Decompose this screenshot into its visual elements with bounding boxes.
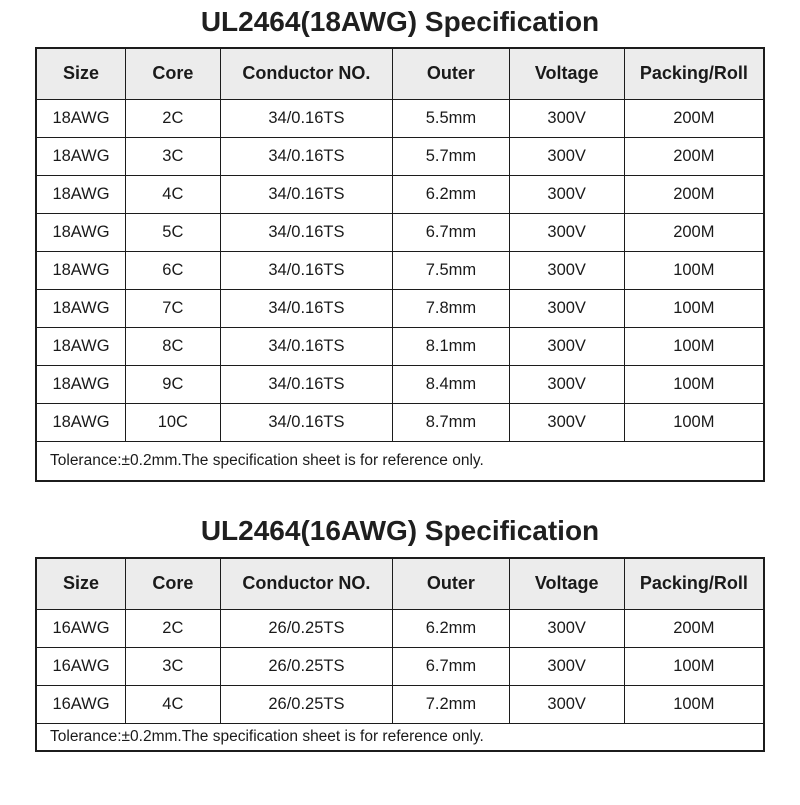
table-cell: 6.7mm (393, 647, 509, 685)
table-row (36, 403, 764, 441)
table-cell: 4C (126, 685, 221, 723)
table-row (36, 365, 764, 403)
table-row (36, 99, 764, 137)
table-cell: 18AWG (36, 99, 126, 137)
column-header: Outer (393, 48, 509, 99)
table-row (36, 251, 764, 289)
table-cell: 300V (509, 365, 624, 403)
table-cell: 34/0.16TS (220, 251, 393, 289)
table-cell: 26/0.25TS (220, 609, 393, 647)
column-header: Voltage (509, 558, 624, 609)
table-cell: 100M (624, 685, 764, 723)
table-cell: 18AWG (36, 403, 126, 441)
tolerance-note: Tolerance:±0.2mm.The specification sheet is for reference only. (36, 723, 764, 751)
table-cell: 7.8mm (393, 289, 509, 327)
table-cell: 100M (624, 365, 764, 403)
table-cell: 6.2mm (393, 609, 509, 647)
spec-title-18awg: UL2464(18AWG) Specification (200, 6, 600, 37)
table-row (36, 685, 764, 723)
table-cell: 5.7mm (393, 137, 509, 175)
spec-table-18awg (35, 47, 765, 482)
table-cell: 18AWG (36, 365, 126, 403)
table-cell: 6.7mm (393, 213, 509, 251)
table-cell: 8.7mm (393, 403, 509, 441)
table-row (36, 647, 764, 685)
spec-title-16awg: UL2464(16AWG) Specification (200, 515, 600, 546)
table-cell: 100M (624, 251, 764, 289)
table-cell: 200M (624, 137, 764, 175)
table-cell: 10C (126, 403, 221, 441)
table-cell: 8C (126, 327, 221, 365)
table-cell: 26/0.25TS (220, 685, 393, 723)
column-header: Packing/Roll (624, 558, 764, 609)
table-cell: 8.1mm (393, 327, 509, 365)
table-cell: 300V (509, 403, 624, 441)
footnote-row (36, 723, 764, 751)
table-cell: 34/0.16TS (220, 213, 393, 251)
table-cell: 300V (509, 137, 624, 175)
table-cell: 100M (624, 403, 764, 441)
table-cell: 18AWG (36, 327, 126, 365)
table-cell: 100M (624, 327, 764, 365)
table-row (36, 327, 764, 365)
table-cell: 26/0.25TS (220, 647, 393, 685)
table-cell: 16AWG (36, 685, 126, 723)
table-cell: 3C (126, 137, 221, 175)
table-cell: 100M (624, 289, 764, 327)
header-row (36, 48, 764, 99)
table-row (36, 609, 764, 647)
table-cell: 18AWG (36, 251, 126, 289)
footnote-row (36, 441, 764, 481)
table-cell: 100M (624, 647, 764, 685)
table-cell: 300V (509, 327, 624, 365)
table-cell: 300V (509, 289, 624, 327)
column-header: Size (36, 48, 126, 99)
table-cell: 7.2mm (393, 685, 509, 723)
specification-document (35, 0, 765, 752)
table-cell: 4C (126, 175, 221, 213)
column-header: Outer (393, 558, 509, 609)
column-header: Core (126, 48, 221, 99)
table-cell: 200M (624, 609, 764, 647)
spec-table-16awg (35, 557, 765, 752)
column-header: Conductor NO. (220, 558, 393, 609)
tolerance-note: Tolerance:±0.2mm.The specification sheet is for reference only. (36, 441, 764, 481)
table-cell: 7C (126, 289, 221, 327)
column-header: Packing/Roll (624, 48, 764, 99)
table-cell: 34/0.16TS (220, 289, 393, 327)
column-header: Size (36, 558, 126, 609)
table-cell: 300V (509, 175, 624, 213)
table-cell: 300V (509, 213, 624, 251)
table-cell: 9C (126, 365, 221, 403)
table-cell: 300V (509, 251, 624, 289)
table-cell: 300V (509, 609, 624, 647)
table-row (36, 289, 764, 327)
header-row (36, 558, 764, 609)
table-cell: 34/0.16TS (220, 175, 393, 213)
table-cell: 34/0.16TS (220, 327, 393, 365)
table-row (36, 175, 764, 213)
table-cell: 200M (624, 213, 764, 251)
table-cell: 300V (509, 99, 624, 137)
table-cell: 34/0.16TS (220, 365, 393, 403)
table-cell: 6C (126, 251, 221, 289)
table-cell: 7.5mm (393, 251, 509, 289)
table-cell: 5C (126, 213, 221, 251)
table-cell: 3C (126, 647, 221, 685)
table-cell: 6.2mm (393, 175, 509, 213)
table-cell: 2C (126, 99, 221, 137)
table-cell: 300V (509, 647, 624, 685)
table-cell: 18AWG (36, 213, 126, 251)
table-cell: 34/0.16TS (220, 99, 393, 137)
table-cell: 18AWG (36, 175, 126, 213)
table-cell: 18AWG (36, 137, 126, 175)
column-header: Conductor NO. (220, 48, 393, 99)
table-cell: 200M (624, 175, 764, 213)
table-cell: 18AWG (36, 289, 126, 327)
column-header: Core (126, 558, 221, 609)
table-cell: 16AWG (36, 609, 126, 647)
table-cell: 200M (624, 99, 764, 137)
table-cell: 34/0.16TS (220, 403, 393, 441)
table-cell: 300V (509, 685, 624, 723)
table-cell: 2C (126, 609, 221, 647)
table-row (36, 213, 764, 251)
table-row (36, 137, 764, 175)
column-header: Voltage (509, 48, 624, 99)
table-cell: 34/0.16TS (220, 137, 393, 175)
table-cell: 8.4mm (393, 365, 509, 403)
table-cell: 16AWG (36, 647, 126, 685)
table-cell: 5.5mm (393, 99, 509, 137)
